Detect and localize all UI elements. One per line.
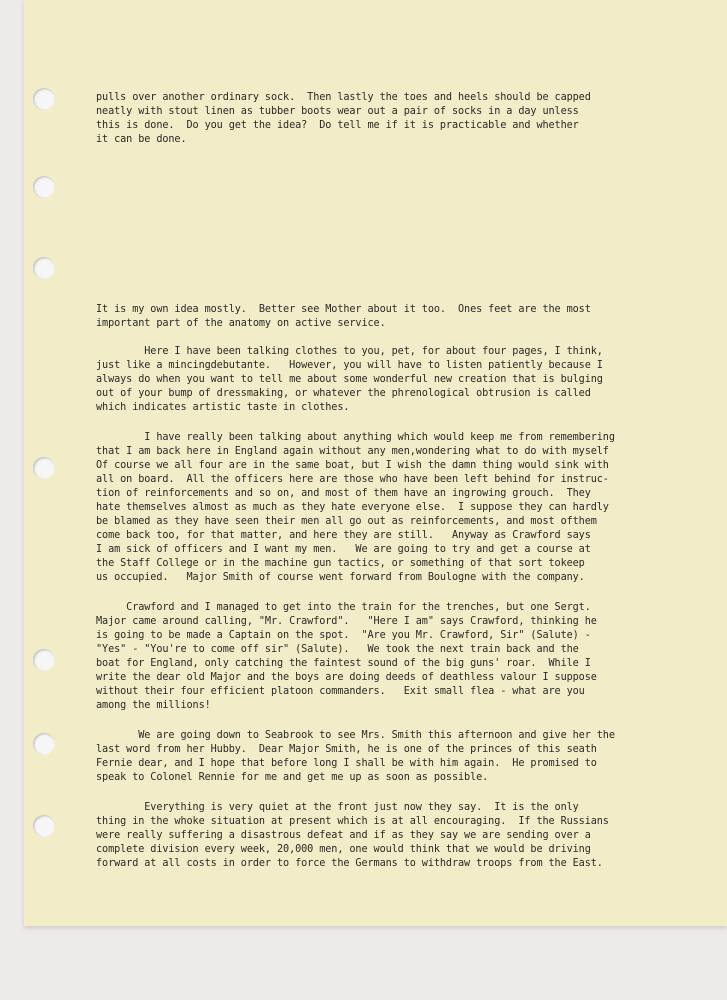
- punch-hole: [33, 457, 55, 479]
- text-line: without their four efficient platoon commanders. Exit small flea - what are you: [96, 686, 585, 697]
- text-line: neatly with stout linen as tubber boots wear out a pair of socks in a day unless: [96, 106, 579, 117]
- text-line: out of your bump of dressmaking, or whatever the phrenological obtrusion is called: [96, 388, 591, 399]
- punch-hole: [33, 176, 55, 198]
- text-line: write the dear old Major and the boys are doing deeds of deathless valour I suppose: [96, 672, 597, 683]
- punch-hole: [33, 257, 55, 279]
- text-line: all on board. All the officers here are those who have been left behind for instruc-: [96, 474, 609, 485]
- text-line: I am sick of officers and I want my men. We are going to try and get a course at: [96, 544, 591, 555]
- text-line: important part of the anatomy on active service.: [96, 318, 386, 329]
- text-line: us occupied. Major Smith of course went forward from Boulogne with the company.: [96, 572, 585, 583]
- text-line: hate themselves almost as much as they hate everyone else. I suppose they can hardly: [96, 502, 609, 513]
- text-line: boat for England, only catching the faintest sound of the big guns' roar. While I: [96, 658, 591, 669]
- text-line: tion of reinforcements and so on, and most of them have an ingrowing grouch. They: [96, 488, 591, 499]
- text-line: speak to Colonel Rennie for me and get me up as soon as possible.: [96, 772, 489, 783]
- text-line: among the millions!: [96, 700, 211, 711]
- text-line: were really suffering a disastrous defeat and if as they say we are sending over a: [96, 830, 591, 841]
- punch-hole: [33, 88, 55, 110]
- text-line: that I am back here in England again without any men,wondering what to do with myself: [96, 446, 609, 457]
- text-line: It is my own idea mostly. Better see Mother about it too. Ones feet are the most: [96, 304, 591, 315]
- text-line: forward at all costs in order to force the Germans to withdraw troops from the East.: [96, 858, 603, 869]
- text-line: come back too, for that matter, and here they are still. Anyway as Crawford says: [96, 530, 591, 541]
- text-line: always do when you want to tell me about some wonderful new creation that is bulging: [96, 374, 603, 385]
- text-line: pulls over another ordinary sock. Then lastly the toes and heels should be capped: [96, 92, 591, 103]
- text-line: it can be done.: [96, 134, 187, 145]
- text-line: last word from her Hubby. Dear Major Smith, he is one of the princes of this seath: [96, 744, 597, 755]
- text-line: "Yes" - "You're to come off sir" (Salute). We took the next train back and the: [96, 644, 579, 655]
- text-line: the Staff College or in the machine gun tactics, or something of that sort tokeep: [96, 558, 585, 569]
- text-line: complete division every week, 20,000 men, one would think that we would be driving: [96, 844, 591, 855]
- text-line: Fernie dear, and I hope that before long I shall be with him again. He promised to: [96, 758, 597, 769]
- text-line: which indicates artistic taste in clothes.: [96, 402, 350, 413]
- punch-hole: [33, 733, 55, 755]
- text-line: be blamed as they have seen their men all go out as reinforcements, and most ofthem: [96, 516, 597, 527]
- text-line: I have really been talking about anything which would keep me from remembering: [96, 432, 615, 443]
- text-line: Of course we all four are in the same boat, but I wish the damn thing would sink with: [96, 460, 609, 471]
- text-line: We are going down to Seabrook to see Mrs. Smith this afternoon and give her the: [96, 730, 615, 741]
- text-line: just like a mincingdebutante. However, you will have to listen patiently because I: [96, 360, 603, 371]
- text-line: thing in the whoke situation at present which is at all encouraging. If the Russians: [96, 816, 609, 827]
- punch-hole: [33, 649, 55, 671]
- text-line: Everything is very quiet at the front just now they say. It is the only: [96, 802, 579, 813]
- text-line: Here I have been talking clothes to you, pet, for about four pages, I think,: [96, 346, 603, 357]
- text-line: Crawford and I managed to get into the train for the trenches, but one Sergt.: [96, 602, 591, 613]
- text-line: this is done. Do you get the idea? Do tell me if it is practicable and whether: [96, 120, 579, 131]
- text-line: Major came around calling, "Mr. Crawford". "Here I am" says Crawford, thinking he: [96, 616, 597, 627]
- text-line: is going to be made a Captain on the spot. "Are you Mr. Crawford, Sir" (Salute) -: [96, 630, 591, 641]
- punch-hole: [33, 815, 55, 837]
